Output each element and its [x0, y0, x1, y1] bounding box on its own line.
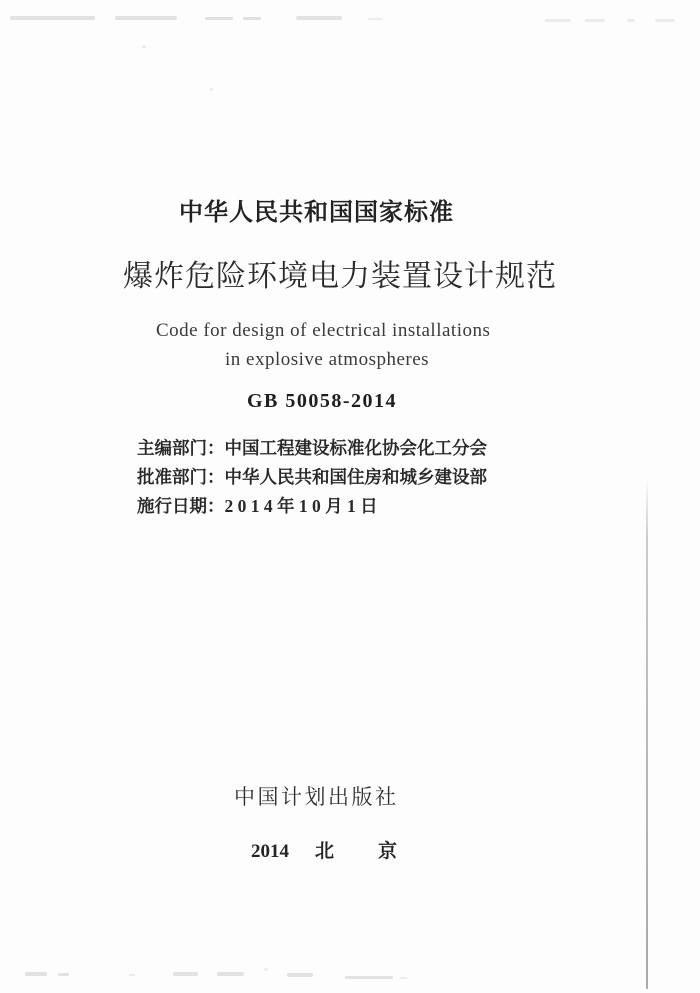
scan-artifact	[129, 974, 135, 976]
scan-line-artifact	[646, 478, 648, 989]
scan-artifact	[25, 972, 47, 976]
detail-row-implementation-date	[137, 492, 487, 521]
detail-value: 中华人民共和国住房和城乡建设部	[224, 467, 487, 487]
national-standard-heading: 中华人民共和国国家标准	[179, 199, 454, 226]
scan-artifact	[627, 19, 635, 22]
scan-artifact	[368, 18, 382, 20]
scan-artifact	[545, 19, 571, 22]
scan-artifact	[217, 972, 244, 976]
scan-artifact	[210, 88, 213, 91]
detail-row-chief-editing-dept	[137, 434, 487, 463]
scan-artifact	[58, 973, 69, 976]
scan-artifact	[264, 968, 268, 971]
scan-artifact	[115, 16, 177, 20]
scan-artifact	[345, 976, 393, 979]
scan-artifact	[243, 17, 261, 20]
publisher-name: 中国计划出版社	[234, 785, 399, 809]
scan-artifact	[585, 19, 605, 22]
scan-artifact	[142, 45, 146, 48]
document-title-en-line1: Code for design of electrical installations	[156, 320, 491, 341]
document-title-en-line2: in explosive atmospheres	[225, 349, 430, 370]
detail-value: 2 0 1 4 年 1 0 月 1 日	[224, 496, 378, 516]
imprint-year: 2014	[251, 841, 289, 862]
scan-artifact	[205, 17, 233, 20]
scan-artifact	[173, 972, 198, 976]
publication-details	[137, 434, 487, 521]
standard-code: GB 50058-2014	[247, 390, 398, 412]
scan-artifact	[296, 16, 342, 20]
imprint-city: 北 京	[315, 841, 400, 862]
scan-artifact	[287, 973, 313, 977]
scan-artifact	[400, 977, 407, 979]
scan-artifact	[655, 19, 675, 22]
document-title-zh: 爆炸危险环境电力装置设计规范	[123, 260, 557, 293]
detail-label: 施行日期：	[137, 496, 225, 516]
detail-label: 批准部门：	[137, 467, 225, 487]
imprint-line	[251, 836, 399, 863]
detail-label: 主编部门：	[137, 438, 225, 458]
scan-artifact	[10, 16, 95, 20]
detail-row-approval-dept	[137, 463, 487, 492]
detail-value: 中国工程建设标准化协会化工分会	[224, 438, 487, 458]
